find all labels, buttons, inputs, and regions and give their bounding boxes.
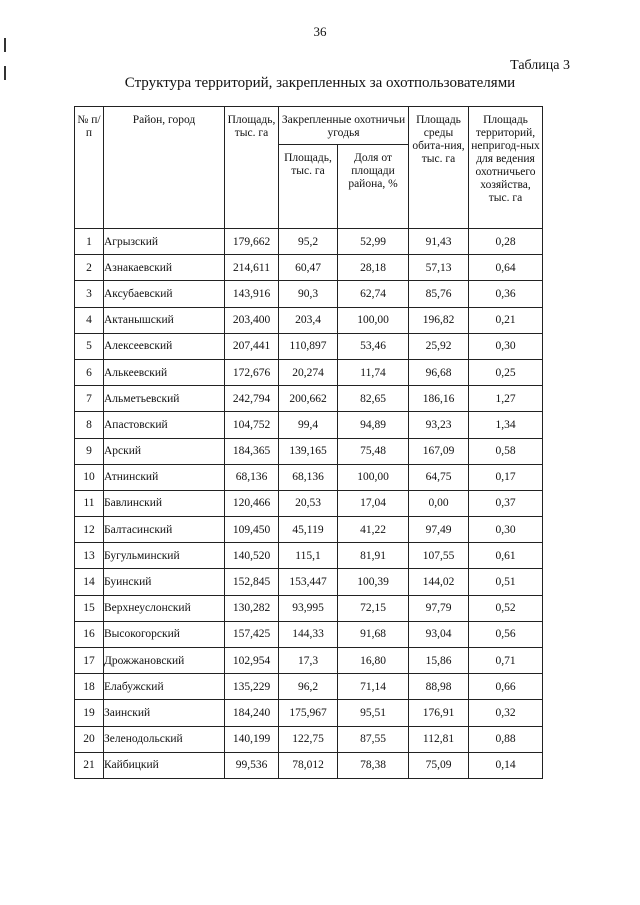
table-row	[75, 438, 543, 464]
cell-num: 19	[75, 700, 104, 726]
cell-area: 120,466	[225, 490, 279, 516]
cell-unsuitable-area: 1,34	[469, 412, 543, 438]
cell-num: 10	[75, 464, 104, 490]
cell-num: 21	[75, 752, 104, 778]
cell-habitat-area: 196,82	[409, 307, 469, 333]
cell-district: Балтасинский	[104, 517, 225, 543]
table-row	[75, 464, 543, 490]
cell-area: 140,199	[225, 726, 279, 752]
cell-assigned-area: 115,1	[279, 543, 338, 569]
cell-habitat-area: 93,04	[409, 621, 469, 647]
cell-unsuitable-area: 0,56	[469, 621, 543, 647]
cell-assigned-area: 139,165	[279, 438, 338, 464]
cell-habitat-area: 57,13	[409, 255, 469, 281]
cell-assigned-share: 91,68	[338, 621, 409, 647]
cell-assigned-share: 100,39	[338, 569, 409, 595]
table-row	[75, 726, 543, 752]
cell-assigned-area: 68,136	[279, 464, 338, 490]
cell-num: 12	[75, 517, 104, 543]
cell-unsuitable-area: 0,28	[469, 229, 543, 255]
cell-assigned-area: 20,53	[279, 490, 338, 516]
cell-num: 2	[75, 255, 104, 281]
table-row	[75, 359, 543, 385]
cell-area: 99,536	[225, 752, 279, 778]
cell-assigned-share: 41,22	[338, 517, 409, 543]
table-row	[75, 307, 543, 333]
header-row-top	[75, 107, 543, 145]
cell-num: 18	[75, 674, 104, 700]
cell-num: 17	[75, 648, 104, 674]
cell-num: 1	[75, 229, 104, 255]
cell-unsuitable-area: 0,66	[469, 674, 543, 700]
cell-district: Бугульминский	[104, 543, 225, 569]
cell-assigned-share: 94,89	[338, 412, 409, 438]
cell-assigned-share: 62,74	[338, 281, 409, 307]
cell-area: 68,136	[225, 464, 279, 490]
cell-habitat-area: 97,79	[409, 595, 469, 621]
cell-assigned-area: 110,897	[279, 333, 338, 359]
cell-unsuitable-area: 0,14	[469, 752, 543, 778]
cell-area: 214,611	[225, 255, 279, 281]
cell-unsuitable-area: 0,36	[469, 281, 543, 307]
table-row	[75, 333, 543, 359]
cell-assigned-area: 153,447	[279, 569, 338, 595]
cell-unsuitable-area: 0,21	[469, 307, 543, 333]
table-row	[75, 648, 543, 674]
cell-area: 109,450	[225, 517, 279, 543]
cell-district: Зеленодольский	[104, 726, 225, 752]
cell-district: Арский	[104, 438, 225, 464]
cell-unsuitable-area: 0,25	[469, 359, 543, 385]
cell-assigned-share: 81,91	[338, 543, 409, 569]
cell-habitat-area: 176,91	[409, 700, 469, 726]
header-assigned-share: Доля от площади района, %	[338, 145, 409, 229]
cell-unsuitable-area: 0,32	[469, 700, 543, 726]
cell-district: Дрожжановский	[104, 648, 225, 674]
cell-district: Атнинский	[104, 464, 225, 490]
table-row	[75, 255, 543, 281]
cell-num: 9	[75, 438, 104, 464]
cell-unsuitable-area: 0,17	[469, 464, 543, 490]
cell-habitat-area: 88,98	[409, 674, 469, 700]
cell-habitat-area: 186,16	[409, 386, 469, 412]
cell-district: Актанышский	[104, 307, 225, 333]
cell-district: Азнакаевский	[104, 255, 225, 281]
cell-assigned-area: 200,662	[279, 386, 338, 412]
table-row	[75, 517, 543, 543]
table-row	[75, 386, 543, 412]
cell-area: 207,441	[225, 333, 279, 359]
cell-assigned-area: 96,2	[279, 674, 338, 700]
cell-assigned-share: 71,14	[338, 674, 409, 700]
table-row	[75, 569, 543, 595]
cell-habitat-area: 75,09	[409, 752, 469, 778]
cell-unsuitable-area: 0,52	[469, 595, 543, 621]
cell-district: Агрызский	[104, 229, 225, 255]
cell-num: 5	[75, 333, 104, 359]
cell-district: Буинский	[104, 569, 225, 595]
cell-assigned-share: 16,80	[338, 648, 409, 674]
cell-assigned-area: 144,33	[279, 621, 338, 647]
cell-assigned-share: 100,00	[338, 464, 409, 490]
cell-assigned-area: 203,4	[279, 307, 338, 333]
cell-assigned-area: 175,967	[279, 700, 338, 726]
cell-num: 15	[75, 595, 104, 621]
cell-assigned-share: 78,38	[338, 752, 409, 778]
cell-habitat-area: 0,00	[409, 490, 469, 516]
cell-district: Аксубаевский	[104, 281, 225, 307]
cell-district: Бавлинский	[104, 490, 225, 516]
cell-assigned-share: 87,55	[338, 726, 409, 752]
cell-assigned-area: 20,274	[279, 359, 338, 385]
cell-assigned-area: 45,119	[279, 517, 338, 543]
cell-district: Елабужский	[104, 674, 225, 700]
cell-assigned-share: 75,48	[338, 438, 409, 464]
page-number: 36	[313, 24, 327, 39]
cell-habitat-area: 97,49	[409, 517, 469, 543]
cell-assigned-share: 53,46	[338, 333, 409, 359]
table-row	[75, 595, 543, 621]
cell-habitat-area: 64,75	[409, 464, 469, 490]
table-row	[75, 490, 543, 516]
cell-habitat-area: 91,43	[409, 229, 469, 255]
header-area: Площадь, тыс. га	[225, 107, 279, 229]
cell-habitat-area: 96,68	[409, 359, 469, 385]
cell-area: 184,365	[225, 438, 279, 464]
header-num: № п/п	[75, 107, 104, 229]
cell-unsuitable-area: 0,61	[469, 543, 543, 569]
cell-assigned-share: 17,04	[338, 490, 409, 516]
cell-area: 179,662	[225, 229, 279, 255]
cell-assigned-area: 93,995	[279, 595, 338, 621]
cell-assigned-share: 82,65	[338, 386, 409, 412]
header-assigned-area: Площадь, тыс. га	[279, 145, 338, 229]
cell-assigned-area: 95,2	[279, 229, 338, 255]
cell-area: 157,425	[225, 621, 279, 647]
cell-assigned-share: 28,18	[338, 255, 409, 281]
table-row	[75, 412, 543, 438]
cell-unsuitable-area: 1,27	[469, 386, 543, 412]
header-unsuitable-area: Площадь территорий, непригод-ных для ведения охотничьего хозяйства, тыс. га	[469, 107, 543, 229]
cell-district: Алькеевский	[104, 359, 225, 385]
cell-habitat-area: 112,81	[409, 726, 469, 752]
cell-num: 20	[75, 726, 104, 752]
scan-edge-mark-top	[4, 38, 6, 52]
cell-num: 8	[75, 412, 104, 438]
table-row	[75, 281, 543, 307]
cell-habitat-area: 25,92	[409, 333, 469, 359]
cell-area: 102,954	[225, 648, 279, 674]
cell-assigned-share: 11,74	[338, 359, 409, 385]
cell-assigned-share: 72,15	[338, 595, 409, 621]
cell-assigned-area: 17,3	[279, 648, 338, 674]
cell-district: Альметьевский	[104, 386, 225, 412]
cell-area: 135,229	[225, 674, 279, 700]
cell-area: 140,520	[225, 543, 279, 569]
header-habitat-area: Площадь среды обита-ния, тыс. га	[409, 107, 469, 229]
cell-num: 14	[75, 569, 104, 595]
cell-area: 130,282	[225, 595, 279, 621]
cell-assigned-share: 95,51	[338, 700, 409, 726]
table-row	[75, 543, 543, 569]
cell-unsuitable-area: 0,30	[469, 517, 543, 543]
cell-habitat-area: 144,02	[409, 569, 469, 595]
cell-assigned-area: 99,4	[279, 412, 338, 438]
cell-unsuitable-area: 0,71	[469, 648, 543, 674]
table-row	[75, 700, 543, 726]
table-row	[75, 229, 543, 255]
table-row	[75, 752, 543, 778]
cell-num: 3	[75, 281, 104, 307]
cell-area: 172,676	[225, 359, 279, 385]
table-body	[75, 229, 543, 779]
cell-unsuitable-area: 0,51	[469, 569, 543, 595]
cell-unsuitable-area: 0,88	[469, 726, 543, 752]
header-assigned-group: Закрепленные охотничьи угодья	[279, 107, 409, 145]
cell-unsuitable-area: 0,37	[469, 490, 543, 516]
cell-assigned-area: 90,3	[279, 281, 338, 307]
cell-habitat-area: 93,23	[409, 412, 469, 438]
cell-num: 7	[75, 386, 104, 412]
cell-num: 11	[75, 490, 104, 516]
cell-assigned-share: 52,99	[338, 229, 409, 255]
table-row	[75, 674, 543, 700]
cell-num: 16	[75, 621, 104, 647]
header-district: Район, город	[104, 107, 225, 229]
table-row	[75, 621, 543, 647]
cell-assigned-area: 78,012	[279, 752, 338, 778]
cell-habitat-area: 167,09	[409, 438, 469, 464]
cell-habitat-area: 107,55	[409, 543, 469, 569]
cell-area: 152,845	[225, 569, 279, 595]
cell-num: 6	[75, 359, 104, 385]
cell-district: Заинский	[104, 700, 225, 726]
cell-area: 104,752	[225, 412, 279, 438]
cell-habitat-area: 15,86	[409, 648, 469, 674]
cell-num: 4	[75, 307, 104, 333]
cell-area: 242,794	[225, 386, 279, 412]
cell-assigned-area: 122,75	[279, 726, 338, 752]
cell-district: Высокогорский	[104, 621, 225, 647]
cell-district: Апастовский	[104, 412, 225, 438]
table-label: Таблица 3	[510, 58, 570, 73]
table-title: Структура территорий, закрепленных за охотпользователями	[124, 75, 516, 91]
cell-area: 203,400	[225, 307, 279, 333]
cell-unsuitable-area: 0,64	[469, 255, 543, 281]
cell-district: Алексеевский	[104, 333, 225, 359]
cell-assigned-share: 100,00	[338, 307, 409, 333]
cell-unsuitable-area: 0,30	[469, 333, 543, 359]
cell-habitat-area: 85,76	[409, 281, 469, 307]
cell-district: Верхнеуслонский	[104, 595, 225, 621]
cell-district: Кайбицкий	[104, 752, 225, 778]
territory-structure-table	[74, 106, 543, 779]
cell-assigned-area: 60,47	[279, 255, 338, 281]
cell-num: 13	[75, 543, 104, 569]
cell-area: 184,240	[225, 700, 279, 726]
cell-area: 143,916	[225, 281, 279, 307]
cell-unsuitable-area: 0,58	[469, 438, 543, 464]
